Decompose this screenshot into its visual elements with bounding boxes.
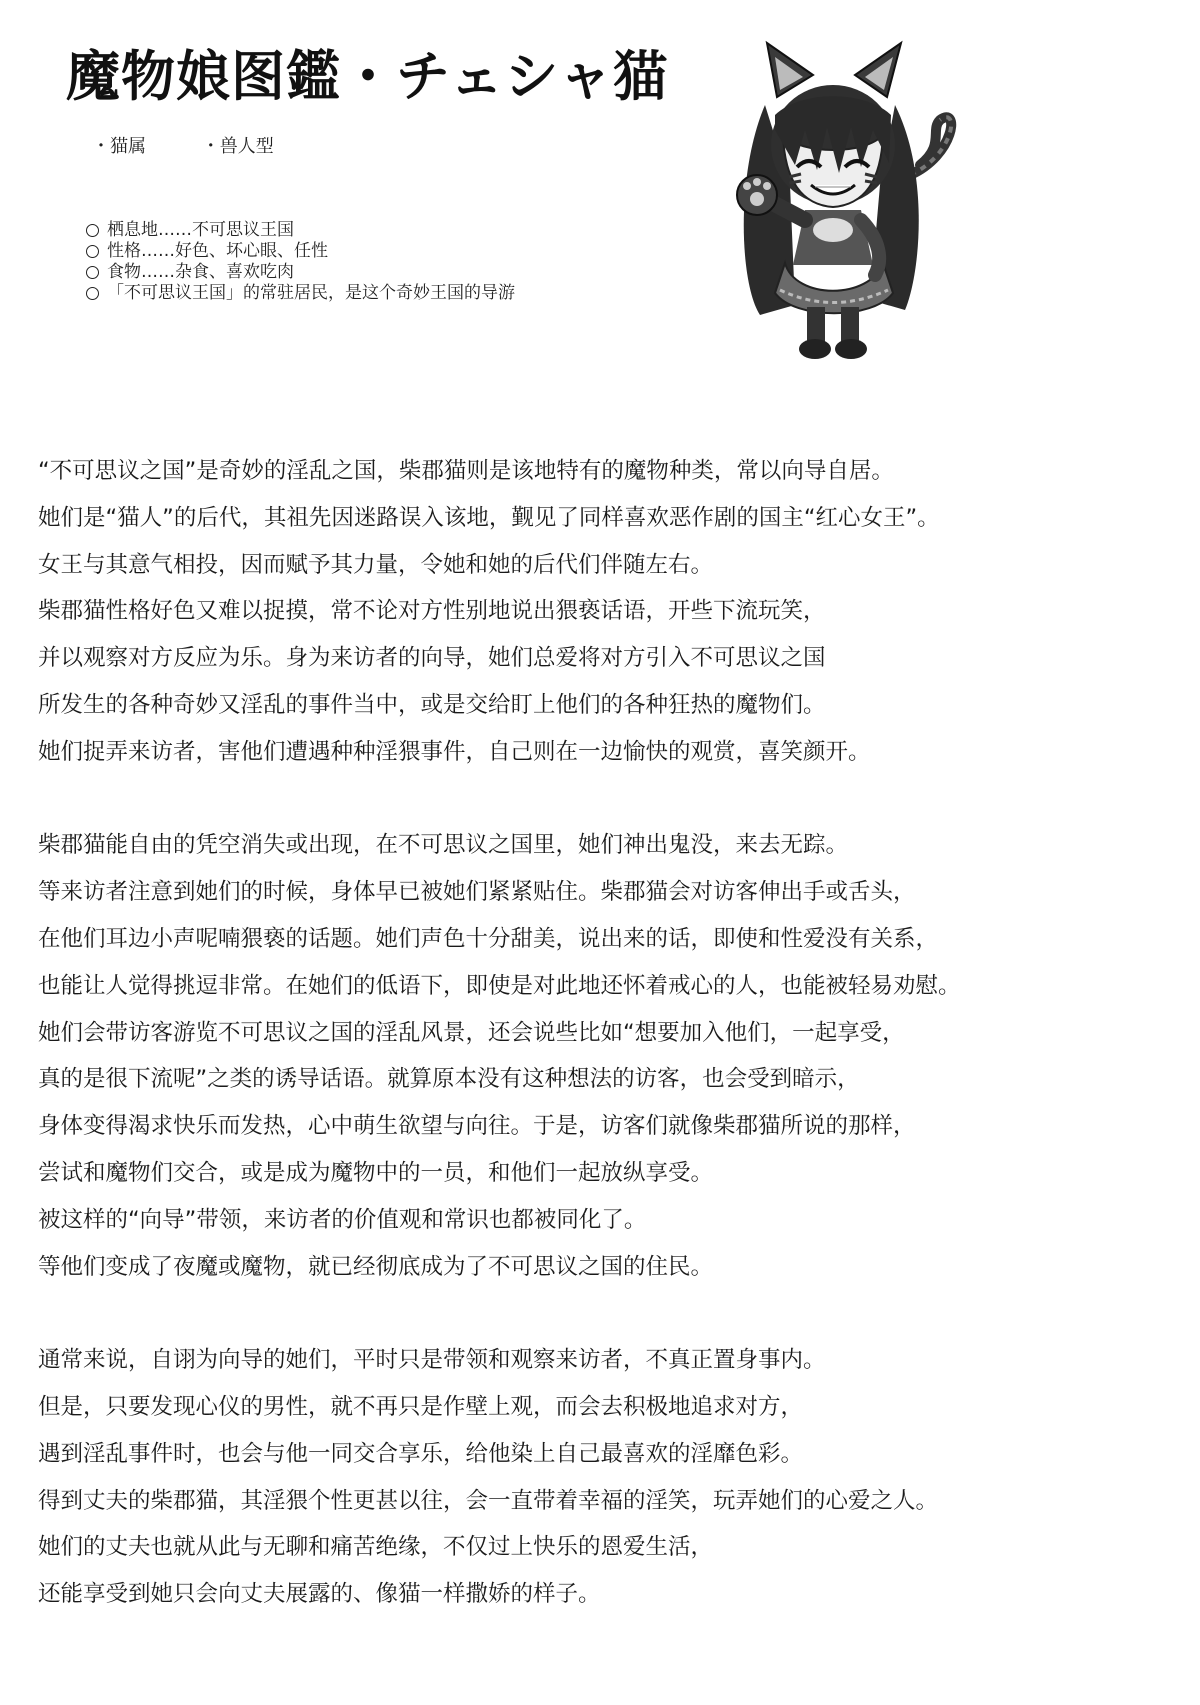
text-line: 她们的丈夫也就从此与无聊和痛苦绝缘，不仅过上快乐的恩爱生活， — [38, 1534, 714, 1561]
profile-item — [86, 241, 515, 262]
profile-note: 「不可思议王国」的常驻居民，是这个奇妙王国的导游 — [107, 283, 515, 303]
text-line: 通常来说，自诩为向导的她们，平时只是带领和观察来访者，不真正置身事内。 — [38, 1347, 826, 1374]
tag-type: ・兽人型 — [201, 136, 274, 157]
text-line: 并以观察对方反应为乐。身为来访者的向导，她们总爱将对方引入不可思议之国 — [38, 645, 826, 672]
text-line: 柴郡猫能自由的凭空消失或出现，在不可思议之国里，她们神出鬼没，来去无踪。 — [38, 832, 849, 859]
text-line: 她们会带访客游览不可思议之国的淫乱风景，还会说些比如“想要加入他们，一起享受， — [38, 1019, 905, 1046]
page-title: 魔物娘图鑑・チェシャ猫 — [66, 45, 669, 108]
text-line: 真的是很下流呢”之类的诱导话语。就算原本没有这种想法的访客，也会受到暗示， — [38, 1066, 860, 1093]
text-line: “不可思议之国”是奇妙的淫乱之国，柴郡猫则是该地特有的魔物种类，常以向导自居。 — [38, 458, 894, 484]
text-line: 等他们变成了夜魔或魔物，就已经彻底成为了不可思议之国的住民。 — [38, 1253, 714, 1280]
profile-habitat: 栖息地……不可思议王国 — [107, 220, 294, 240]
paragraph-3 — [38, 1337, 1178, 1618]
profile-item — [86, 283, 515, 304]
text-line: 遇到淫乱事件时，也会与他一同交合享乐，给他染上自己最喜欢的淫靡色彩。 — [38, 1440, 804, 1467]
text-line: 在他们耳边小声呢喃猥亵的话题。她们声色十分甜美，说出来的话，即使和性爱没有关系， — [38, 925, 939, 952]
cheshire-cat-girl-illustration — [705, 35, 975, 365]
profile-item — [86, 220, 515, 241]
text-line: 她们捉弄来访者，害他们遭遇种种淫猥事件，自己则在一边愉快的观赏，喜笑颜开。 — [38, 738, 871, 765]
tag-list — [92, 132, 324, 158]
text-line: 她们是“猫人”的后代，其祖先因迷路误入该地，觐见了同样喜欢恶作剧的国主“红心女王”。 — [38, 504, 940, 531]
text-line: 被这样的“向导”带领，来访者的价值观和常识也都被同化了。 — [38, 1206, 647, 1233]
circle-bullet-icon — [86, 287, 99, 300]
text-line: 女王与其意气相投，因而赋予其力量，令她和她的后代们伴随左右。 — [38, 551, 714, 578]
article-body — [38, 448, 1178, 1618]
text-line: 所发生的各种奇妙又淫乱的事件当中，或是交给盯上他们的各种狂热的魔物们。 — [38, 691, 826, 718]
text-line: 但是，只要发现心仪的男性，就不再只是作壁上观，而会去积极地追求对方， — [38, 1393, 804, 1420]
profile-item — [86, 262, 515, 283]
profile-list — [86, 220, 515, 304]
circle-bullet-icon — [86, 245, 99, 258]
tag-genus: ・猫属 — [92, 136, 146, 157]
profile-personality: 性格……好色、坏心眼、任性 — [107, 241, 328, 261]
circle-bullet-icon — [86, 224, 99, 237]
text-line: 还能享受到她只会向丈夫展露的、像猫一样撒娇的样子。 — [38, 1581, 601, 1608]
text-line: 身体变得渴求快乐而发热，心中萌生欲望与向往。于是，访客们就像柴郡猫所说的那样， — [38, 1113, 916, 1140]
text-line: 得到丈夫的柴郡猫，其淫猥个性更甚以往，会一直带着幸福的淫笑，玩弄她们的心爱之人。 — [38, 1487, 939, 1514]
paragraph-2 — [38, 822, 1178, 1290]
text-line: 等来访者注意到她们的时候，身体早已被她们紧紧贴住。柴郡猫会对访客伸出手或舌头， — [38, 879, 916, 906]
circle-bullet-icon — [86, 266, 99, 279]
text-line: 也能让人觉得挑逗非常。在她们的低语下，即使是对此地还怀着戒心的人，也能被轻易劝慰。 — [38, 972, 961, 999]
paragraph-1 — [38, 448, 1178, 776]
text-line: 尝试和魔物们交合，或是成为魔物中的一员，和他们一起放纵享受。 — [38, 1159, 714, 1186]
profile-food: 食物……杂食、喜欢吃肉 — [107, 262, 294, 282]
text-line: 柴郡猫性格好色又难以捉摸，常不论对方性别地说出猥亵话语，开些下流玩笑， — [38, 598, 826, 625]
